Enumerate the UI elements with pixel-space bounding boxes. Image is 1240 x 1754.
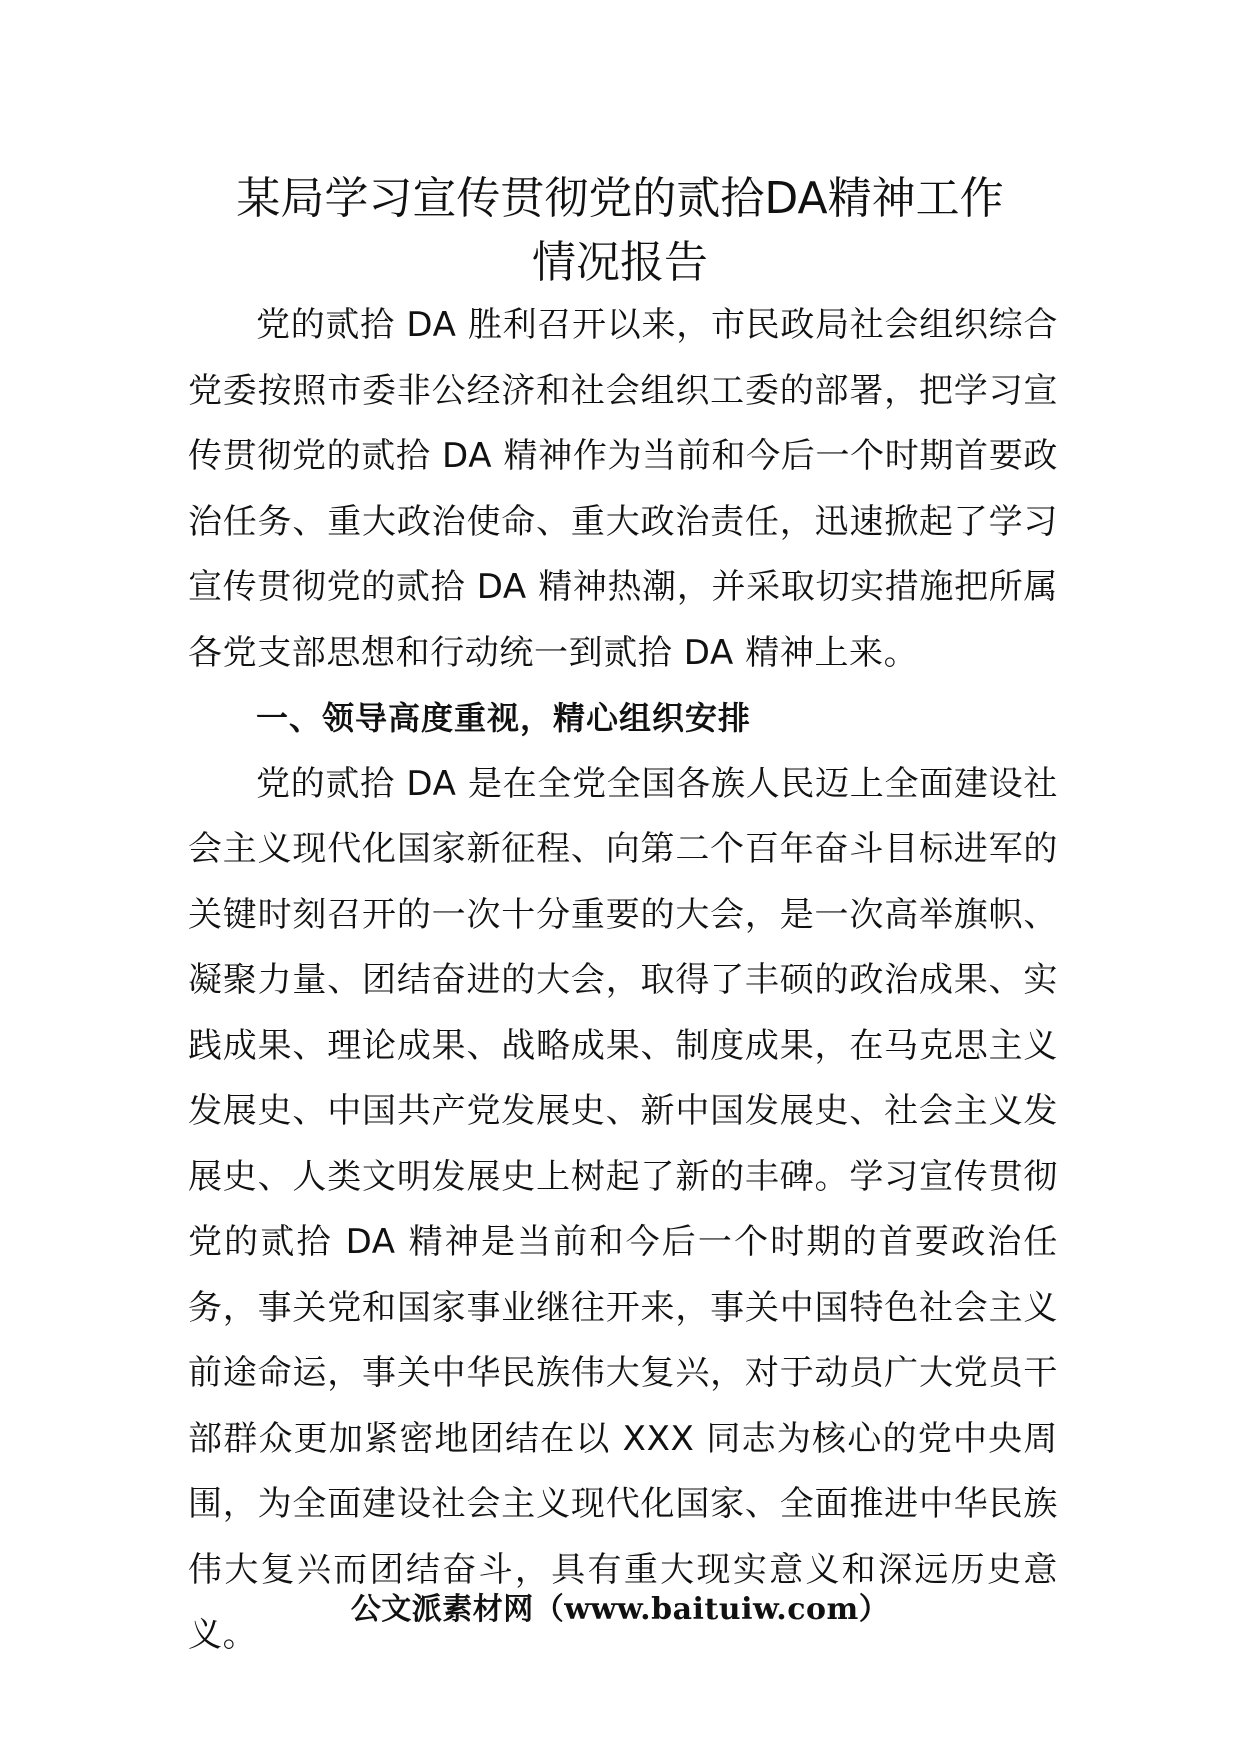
document-title-line-1: 某局学习宣传贯彻党的贰拾DA精神工作 [236, 173, 1004, 224]
intro-paragraph: 党的贰拾 DA 胜利召开以来，市民政局社会组织综合党委按照市委非公经济和社会组织工委的部署，把学习宣传贯彻党的贰拾 DA 精神作为当前和今后一个时期首要政治任务、重大政治使命、重大政治责任，迅速掀起了学习宣传贯彻党的贰拾 DA 精神热潮，并采取切实措施把所属各党支部思想和行动统一到贰拾 DA 精神上来。 [188, 305, 1058, 673]
document-body [188, 293, 1058, 1669]
footer-watermark: 公文派素材网（www.baituiw.com） [350, 1592, 890, 1627]
section-1-paragraph: 党的贰拾 DA 是在全党全国各族人民迈上全面建设社会主义现代化国家新征程、向第二个百年奋斗目标进军的关键时刻召开的一次十分重要的大会，是一次高举旗帜、凝聚力量、团结奋进的大会，取得了丰硕的政治成果、实践成果、理论成果、战略成果、制度成果，在马克思主义发展史、中国共产党发展史、新中国发展史、社会主义发展史、人类文明发展史上树起了新的丰碑。学习宣传贯彻党的贰拾 DA 精神是当前和今后一个时期的首要政治任务，事关党和国家事业继往开来，事关中国特色社会主义前途命运，事关中华民族伟大复兴，对于动员广大党员干部群众更加紧密地团结在以 XXX 同志为核心的党中央周围，为全面建设社会主义现代化国家、全面推进中华民族伟大复兴而团结奋斗，具有重大现实意义和深远历史意义。 [188, 763, 1058, 1655]
section-heading-1: 一、领导高度重视，精心组织安排 [256, 699, 752, 737]
document-title-line-2: 情况报告 [532, 237, 708, 288]
